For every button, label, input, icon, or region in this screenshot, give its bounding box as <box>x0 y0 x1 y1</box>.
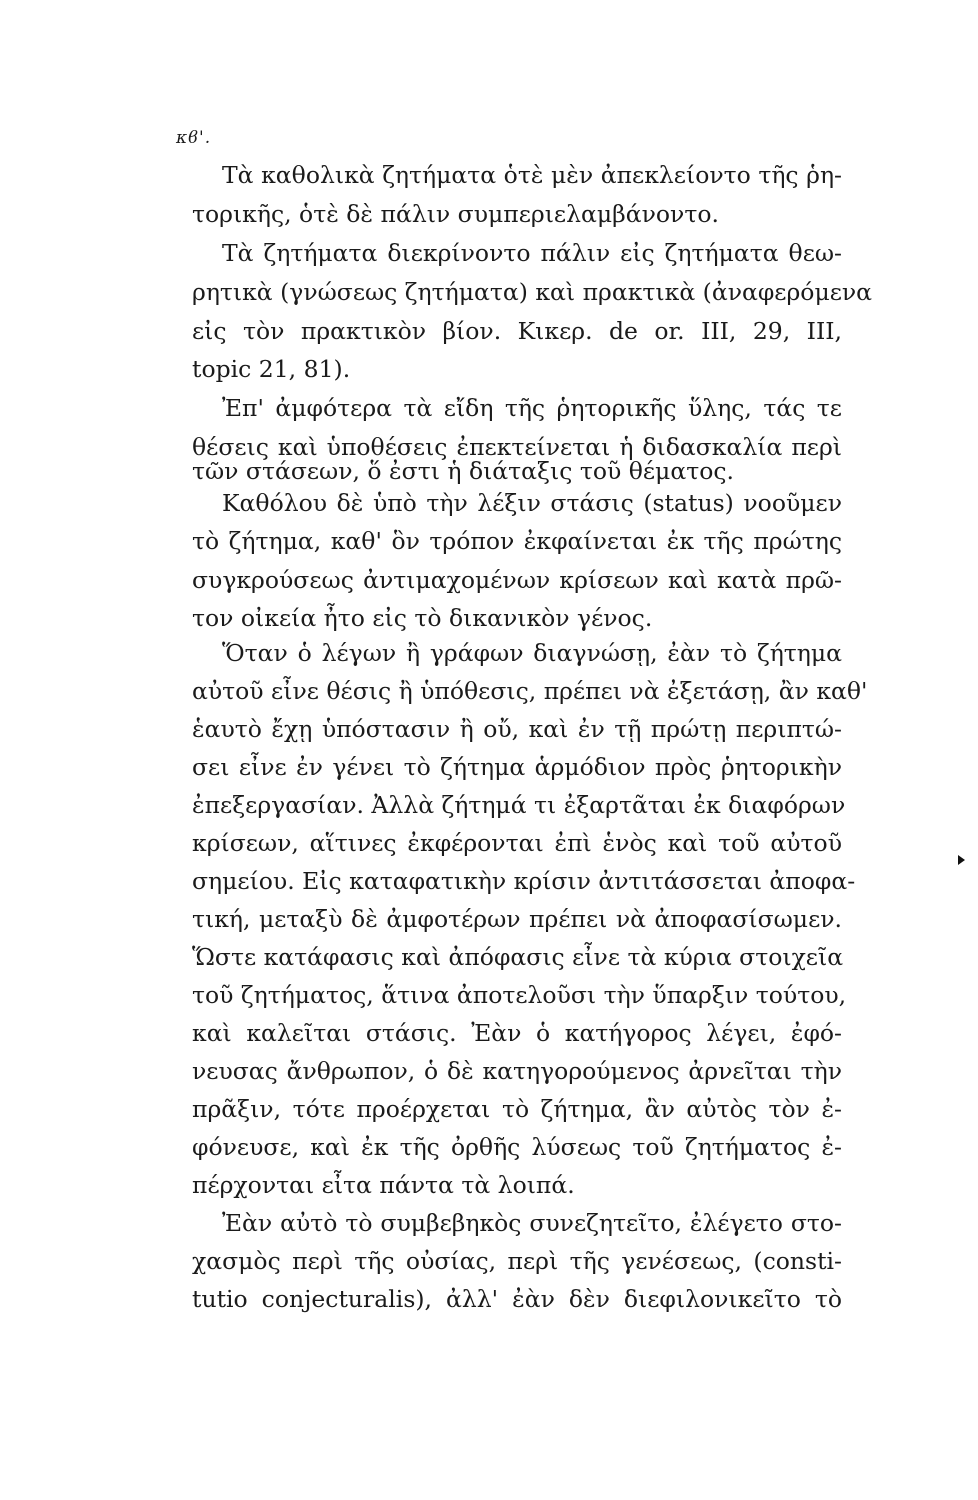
text-line: φόνευσε, καὶ ἐκ τῆς ὀρθῆς λύσεως τοῦ ζητήματος ἐ- <box>192 1133 842 1161</box>
text-line: τον οἰκεία ἦτο εἰς τὸ δικανικὸν γένος. <box>192 604 653 632</box>
text-line: ἑαυτὸ ἔχῃ ὑπόστασιν ἢ οὔ, καὶ ἐν τῇ πρώτῃ περιπτώ- <box>192 715 842 743</box>
page-number: κϐ'. <box>176 128 212 148</box>
text-line: Ὅταν ὁ λέγων ἢ γράφων διαγνώσῃ, ἐὰν τὸ ζήτημα <box>222 639 842 667</box>
text-line: πρᾶξιν, τότε προέρχεται τὸ ζήτημα, ἂν αὐτὸς τὸν ἐ- <box>192 1095 842 1123</box>
text-line: πέρχονται εἶτα πάντα τὰ λοιπά. <box>192 1171 575 1199</box>
text-line: χασμὸς περὶ τῆς οὐσίας, περὶ τῆς γενέσεως, (consti- <box>192 1247 842 1275</box>
text-line: topic 21, 81). <box>192 355 351 383</box>
text-line: συγκρούσεως ἀντιμαχομένων κρίσεων καὶ κατὰ πρῶ- <box>192 566 842 594</box>
text-line: ἐπεξεργασίαν. Ἀλλὰ ζήτημά τι ἐξαρτᾶται ἐκ διαφόρων <box>192 791 846 819</box>
text-line: τῶν στάσεων, ὅ ἐστι ἡ διάταξις τοῦ θέματος. <box>192 457 734 485</box>
text-line: Τὰ ζητήματα διεκρίνοντο πάλιν εἰς ζητήματα θεω- <box>222 239 842 267</box>
text-line: καὶ καλεῖται στάσις. Ἐὰν ὁ κατήγορος λέγει, ἐφό- <box>192 1019 842 1047</box>
text-line: ρητικὰ (γνώσεως ζητήματα) καὶ πρακτικὰ (ἀναφερόμενα <box>192 278 873 306</box>
margin-mark <box>958 855 965 865</box>
text-line: Τὰ καθολικὰ ζητήματα ὁτὲ μὲν ἀπεκλείοντο τῆς ῥη- <box>222 161 842 189</box>
text-line: τοῦ ζητήματος, ἅτινα ἀποτελοῦσι τὴν ὕπαρξιν τούτου, <box>192 981 847 1009</box>
text-line: τική, μεταξὺ δὲ ἀμφοτέρων πρέπει νὰ ἀποφασίσωμεν. <box>192 905 842 933</box>
text-line: Καθόλου δὲ ὑπὸ τὴν λέξιν στάσις (status) νοοῦμεν <box>222 489 842 517</box>
text-line: τὸ ζήτημα, καθ' ὃν τρόπον ἐκφαίνεται ἐκ τῆς πρώτης <box>192 527 842 555</box>
text-line: Ἐπ' ἀμφότερα τὰ εἴδη τῆς ῥητορικῆς ὕλης, τάς τε <box>222 394 842 422</box>
text-line: Ἐὰν αὐτὸ τὸ συμβεβηκὸς συνεζητεῖτο, ἐλέγετο στο- <box>222 1209 842 1237</box>
text-line: τορικῆς, ὁτὲ δὲ πάλιν συμπεριελαμβάνοντο. <box>192 200 719 228</box>
text-line: σει εἶνε ἐν γένει τὸ ζήτημα ἁρμόδιον πρὸς ῥητορικὴν <box>192 753 842 781</box>
text-line: θέσεις καὶ ὑποθέσεις ἐπεκτείνεται ἡ διδασκαλία περὶ <box>192 433 842 461</box>
text-line: Ὥστε κατάφασις καὶ ἀπόφασις εἶνε τὰ κύρια στοιχεῖα <box>192 943 844 971</box>
text-line: αὐτοῦ εἶνε θέσις ἢ ὑπόθεσις, πρέπει νὰ ἐξετάσῃ, ἂν καθ' <box>192 677 868 705</box>
text-line: εἰς τὸν πρακτικὸν βίον. Κικερ. de or. III, 29, III, <box>192 317 842 345</box>
text-line: σημείου. Εἰς καταφατικὴν κρίσιν ἀντιτάσσεται ἀποφα- <box>192 867 856 895</box>
text-line: κρίσεων, αἵτινες ἐκφέρονται ἐπὶ ἑνὸς καὶ τοῦ αὐτοῦ <box>192 829 842 857</box>
text-line: νευσας ἄνθρωπον, ὁ δὲ κατηγορούμενος ἀρνεῖται τὴν <box>192 1057 842 1085</box>
text-line: tutio conjecturalis), ἀλλ' ἐὰν δὲν διεφιλονικεῖτο τὸ <box>192 1285 842 1313</box>
